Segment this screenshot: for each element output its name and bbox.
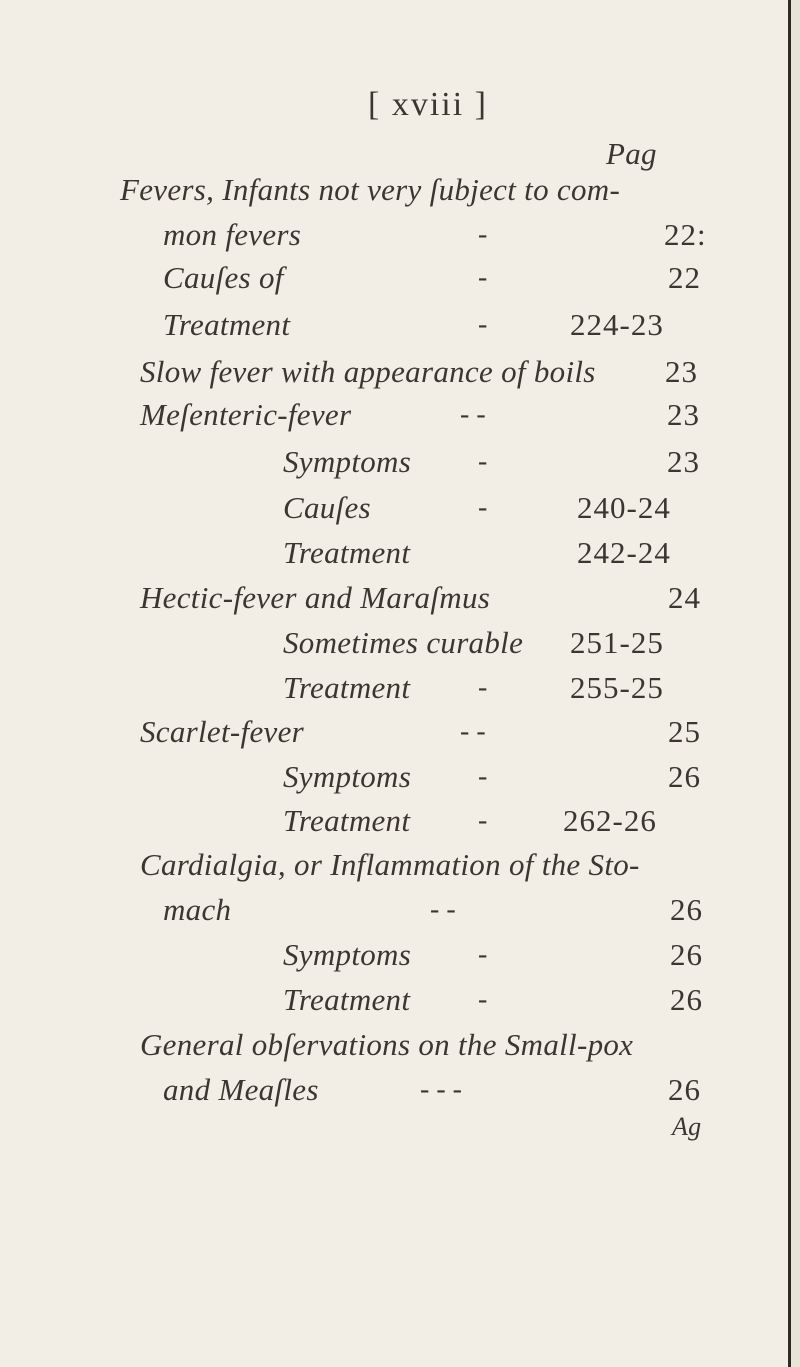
- entry-page: 255-25: [570, 670, 664, 705]
- entry-label: Cauſes of: [163, 260, 284, 295]
- entry-page: 25: [668, 714, 701, 749]
- entry-label: mach: [163, 892, 232, 927]
- leader-dash: -: [478, 805, 488, 836]
- leader-dash: - -: [430, 894, 456, 925]
- entry-label: Symptoms: [283, 759, 412, 794]
- leader-dash: -: [478, 492, 488, 523]
- page-number: [ xviii ]: [368, 86, 488, 123]
- leader-dash: -: [478, 309, 488, 340]
- entry-label: and Meaſles: [163, 1072, 319, 1107]
- entry-label: Slow fever with appearance of boils: [140, 354, 596, 389]
- entry-page: 26: [668, 1072, 701, 1107]
- entry-page: 24: [668, 580, 701, 615]
- entry-page: 23: [665, 354, 698, 389]
- entry-page: 262-26: [563, 803, 657, 838]
- page-gutter-line: [788, 0, 791, 1367]
- leader-dash: -: [478, 939, 488, 970]
- entry-label: Treatment: [283, 982, 411, 1017]
- leader-dash: -: [478, 761, 488, 792]
- entry-page: 22: [668, 260, 701, 295]
- leader-dash: - - -: [420, 1074, 462, 1105]
- entry-page: 23: [667, 397, 700, 432]
- entry-label: Meſenteric-fever: [140, 397, 352, 432]
- entry-label: mon fevers: [163, 217, 302, 252]
- leader-dash: -: [478, 672, 488, 703]
- entry-page: 240-24: [577, 490, 671, 525]
- entry-label: Cardialgia, or Inflammation of the Sto-: [140, 847, 640, 882]
- entry-label: Sometimes curable: [283, 625, 524, 660]
- entry-page: 26: [670, 982, 703, 1017]
- leader-dash: -: [478, 219, 488, 250]
- entry-label: General obſervations on the Small-pox: [140, 1027, 634, 1062]
- entry-label: Symptoms: [283, 444, 412, 479]
- leader-dash: -: [478, 984, 488, 1015]
- entry-label: Cauſes: [283, 490, 371, 525]
- entry-page: 242-24: [577, 535, 671, 570]
- column-label: Pag: [606, 136, 657, 171]
- leader-dash: - -: [460, 399, 486, 430]
- entry-page: 26: [670, 937, 703, 972]
- catchword: Ag: [672, 1112, 702, 1141]
- entry-page: 224-23: [570, 307, 664, 342]
- entry-page: 251-25: [570, 625, 664, 660]
- entry-label: Treatment: [283, 535, 411, 570]
- entry-page: 23: [667, 444, 700, 479]
- entry-label: Symptoms: [283, 937, 412, 972]
- adjacent-page-edge: [791, 0, 800, 1367]
- entry-page: 26: [670, 892, 703, 927]
- entry-label: Hectic-fever and Maraſmus: [140, 580, 491, 615]
- entry-page: 22:: [664, 217, 707, 252]
- entry-label: Scarlet-fever: [140, 714, 304, 749]
- entry-label: Treatment: [283, 670, 411, 705]
- entry-label: Fevers, Infants not very ſubject to com-: [120, 172, 621, 207]
- entry-page: 26: [668, 759, 701, 794]
- leader-dash: -: [478, 446, 488, 477]
- leader-dash: -: [478, 262, 488, 293]
- entry-label: Treatment: [283, 803, 411, 838]
- entry-label: Treatment: [163, 307, 291, 342]
- leader-dash: - -: [460, 716, 486, 747]
